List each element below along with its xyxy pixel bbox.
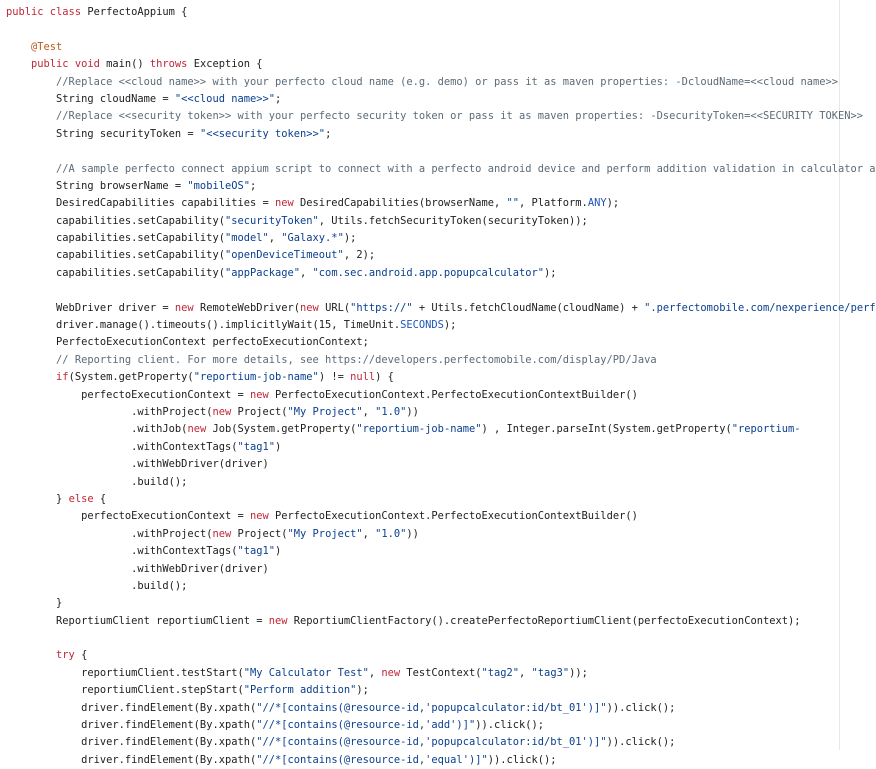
- code-line[interactable]: [6, 334, 876, 351]
- code-token-ident: .build();: [131, 475, 188, 488]
- code-token-cmt: // Reporting client. For more details, see https://developers.perfectomobile.com/display/PD/Java: [56, 353, 657, 366]
- code-token-str: "com.sec.android.app.popupcalculator": [312, 266, 545, 279]
- code-token-ident: {: [99, 492, 107, 505]
- code-line[interactable]: [6, 74, 876, 91]
- indent: [6, 215, 56, 227]
- code-token-str: "reportium-job-name": [193, 371, 319, 384]
- code-line[interactable]: [6, 247, 876, 264]
- code-token-str: "appPackage": [224, 266, 301, 279]
- code-line[interactable]: [6, 265, 876, 282]
- code-token-ident: {: [81, 649, 88, 662]
- code-token-ident: Job(System.getProperty(: [212, 423, 357, 436]
- indent: [6, 197, 56, 209]
- indent: [6, 423, 131, 435]
- code-token-ident: , 2);: [343, 249, 376, 262]
- code-line[interactable]: [6, 317, 876, 334]
- code-token-ident: driver.findElement(By.xpath(: [81, 753, 257, 766]
- indent: [6, 41, 31, 53]
- code-token-str: "reportium-job-name": [356, 423, 482, 436]
- code-line[interactable]: [6, 717, 876, 734]
- indent: [6, 649, 56, 661]
- indent: [6, 163, 56, 175]
- code-token-ident: DesiredCapabilities capabilities =: [56, 197, 275, 210]
- code-token-ann: @Test: [31, 40, 63, 53]
- code-token-str: "My Project": [287, 527, 363, 540]
- code-token-kw: new: [187, 423, 213, 436]
- code-token-ident: ) {: [375, 371, 394, 384]
- code-token-str: "tag1": [237, 440, 276, 453]
- code-token-ident: ): [275, 440, 282, 453]
- code-token-ident: .withProject(: [131, 405, 213, 418]
- code-token-str: "//*[contains(@resource-id,'popupcalculator:id/bt_01')]": [256, 701, 607, 714]
- code-token-kw: new: [300, 301, 326, 314]
- code-token-ident: ;: [325, 127, 332, 140]
- code-token-kw: new: [212, 405, 238, 418]
- code-token-ident: URL(: [325, 301, 351, 314]
- code-token-ident: );: [606, 197, 620, 210]
- code-token-cmt: //A sample perfecto connect appium script to connect with a perfecto android device and perform addition validation in calculator a: [56, 162, 876, 175]
- code-token-kw: if: [56, 371, 69, 384]
- code-token-ident: ,: [368, 666, 382, 679]
- code-token-ident: .withContextTags(: [131, 545, 238, 558]
- indent: [6, 406, 131, 418]
- code-token-kw: new: [381, 666, 407, 679]
- code-token-str: "https://": [350, 301, 413, 314]
- code-token-ident: capabilities.setCapability(: [56, 232, 225, 245]
- code-token-str: "tag2": [481, 666, 520, 679]
- code-token-ident: PerfectoExecutionContext.PerfectoExecutionContextBuilder(): [275, 388, 638, 401]
- indent: [6, 458, 131, 470]
- indent: [6, 545, 131, 557]
- code-token-ident: )).click();: [606, 701, 676, 714]
- indent: [6, 736, 81, 748]
- code-token-ident: TestContext(: [406, 666, 482, 679]
- code-token-ident: WebDriver driver =: [56, 301, 175, 314]
- code-line[interactable]: [6, 143, 876, 160]
- code-line[interactable]: [6, 91, 876, 108]
- code-token-ident: .withContextTags(: [131, 440, 238, 453]
- code-token-ident: driver.findElement(By.xpath(: [81, 719, 257, 732]
- code-token-kw: public void: [31, 58, 107, 71]
- code-token-ident: )).click();: [606, 736, 676, 749]
- indent: [6, 76, 56, 88]
- code-token-str: "openDeviceTimeout": [224, 249, 344, 262]
- code-token-cmt: //Replace <<cloud name>> with your perfecto cloud name (e.g. demo) or pass it as maven properties: -DcloudName=<<cloud name>>: [56, 75, 839, 88]
- code-line[interactable]: [6, 734, 876, 751]
- indent: [6, 702, 81, 714]
- code-token-ident: ;: [249, 179, 257, 192]
- indent: [6, 93, 56, 105]
- code-token-str: "//*[contains(@resource-id,'add')]": [256, 719, 476, 732]
- code-token-kw: new: [249, 388, 276, 401]
- code-token-ident: DesiredCapabilities(browserName,: [300, 197, 507, 210]
- code-line[interactable]: [6, 108, 876, 125]
- code-token-ident: }: [56, 492, 69, 505]
- code-token-kw: new: [212, 527, 238, 540]
- code-token-kw: try: [56, 649, 82, 662]
- code-line[interactable]: [6, 543, 876, 560]
- code-token-ident: ,: [362, 405, 376, 418]
- code-line[interactable]: [6, 578, 876, 595]
- code-token-str: "mobileOS": [187, 179, 250, 192]
- code-token-kw: null: [350, 371, 376, 384]
- code-token-cmt: //Replace <<security token>> with your perfecto security token or pass it as maven properties: -DsecurityToken=<<SECURITY TOKEN>>: [56, 110, 864, 123]
- code-line[interactable]: [6, 178, 876, 195]
- code-token-ident: Project(: [237, 405, 288, 418]
- code-token-ident: reportiumClient.testStart(: [81, 666, 244, 679]
- code-token-str: "1.0": [375, 527, 407, 540]
- code-token-const: SECONDS: [400, 319, 444, 332]
- code-token-ident: String securityToken =: [56, 127, 200, 140]
- code-token-str: "<<security token>>": [199, 127, 326, 140]
- code-token-kw: new: [174, 301, 200, 314]
- code-token-ident: ReportiumClientFactory().createPerfectoReportiumClient(perfectoExecutionContext);: [293, 614, 801, 627]
- code-token-ident: PerfectoExecutionContext.PerfectoExecutionContextBuilder(): [275, 510, 638, 523]
- indent: [6, 371, 56, 383]
- code-token-ident: Exception {: [193, 58, 263, 71]
- code-token-str: "Galaxy.*": [281, 232, 344, 245]
- code-token-kw: new: [268, 614, 294, 627]
- code-token-ident: ) , Integer.parseInt(System.getProperty(: [481, 423, 732, 436]
- indent: [6, 128, 56, 140]
- code-line[interactable]: [6, 474, 876, 491]
- code-line[interactable]: [6, 752, 876, 769]
- code-line[interactable]: [6, 352, 876, 369]
- code-token-ident: ,: [268, 232, 282, 245]
- indent: [6, 441, 131, 453]
- code-token-ident: ,: [362, 527, 376, 540]
- code-text[interactable]: [6, 4, 876, 769]
- code-token-str: "My Calculator Test": [243, 666, 369, 679]
- code-token-str: "My Project": [287, 405, 363, 418]
- code-token-str: "model": [224, 232, 269, 245]
- code-token-ident: .withWebDriver(driver): [131, 562, 269, 575]
- code-token-ident: reportiumClient.stepStart(: [81, 684, 244, 697]
- code-line[interactable]: [6, 161, 876, 178]
- code-token-str: "reportium-: [731, 423, 801, 436]
- code-line[interactable]: [6, 630, 876, 647]
- code-token-ident: ,: [519, 666, 532, 679]
- code-line[interactable]: [6, 647, 876, 664]
- code-token-ident: .withJob(: [131, 423, 188, 436]
- code-token-ident: )).click();: [475, 719, 545, 732]
- code-token-ident: .withProject(: [131, 527, 213, 540]
- code-token-kw: new: [275, 197, 301, 210]
- indent: [6, 528, 131, 540]
- code-token-ident: main(): [106, 58, 150, 71]
- code-line[interactable]: [6, 613, 876, 630]
- code-token-ident: PerfectoExecutionContext perfectoExecutionContext;: [56, 336, 369, 349]
- code-token-ident: );: [343, 232, 357, 245]
- code-line[interactable]: [6, 4, 876, 21]
- code-line[interactable]: [6, 491, 876, 508]
- code-line[interactable]: [6, 700, 876, 717]
- code-line[interactable]: [6, 682, 876, 699]
- indent: [6, 684, 81, 696]
- indent: [6, 232, 56, 244]
- code-token-str: "<<cloud name>>": [174, 92, 275, 105]
- code-token-ident: ;: [275, 92, 282, 105]
- code-token-ident: ,: [300, 266, 313, 279]
- code-line[interactable]: [6, 595, 876, 612]
- code-line[interactable]: [6, 282, 876, 299]
- code-token-ident: perfectoExecutionContext =: [81, 388, 250, 401]
- indent: [6, 267, 56, 279]
- code-line[interactable]: [6, 439, 876, 456]
- code-line[interactable]: [6, 21, 876, 38]
- code-line[interactable]: [6, 421, 876, 438]
- indent: [6, 249, 56, 261]
- code-token-ident: capabilities.setCapability(: [56, 214, 225, 227]
- code-token-ident: );: [356, 684, 369, 697]
- code-token-str: "1.0": [375, 405, 407, 418]
- code-token-ident: Project(: [237, 527, 288, 540]
- code-token-ident: .withWebDriver(driver): [131, 458, 269, 471]
- code-token-str: "Perform addition": [243, 684, 357, 697]
- code-token-str: "//*[contains(@resource-id,'equal')]": [256, 753, 488, 766]
- code-line[interactable]: [6, 56, 876, 73]
- code-line[interactable]: [6, 126, 876, 143]
- code-token-ident: ));: [569, 666, 588, 679]
- code-token-ident: + Utils.fetchCloudName(cloudName) +: [412, 301, 645, 314]
- code-token-kw: new: [249, 510, 276, 523]
- code-line[interactable]: [6, 39, 876, 56]
- code-token-str: "tag1": [237, 545, 276, 558]
- indent: [6, 597, 56, 609]
- code-token-ident: )): [406, 405, 419, 418]
- indent: [6, 354, 56, 366]
- indent: [6, 319, 56, 331]
- code-token-ident: String browserName =: [56, 179, 188, 192]
- code-token-ident: capabilities.setCapability(: [56, 249, 225, 262]
- indent: [6, 493, 56, 505]
- code-line[interactable]: [6, 404, 876, 421]
- code-token-ident: ReportiumClient reportiumClient =: [56, 614, 269, 627]
- code-token-kw: public class: [6, 6, 88, 18]
- code-token-ident: perfectoExecutionContext =: [81, 510, 250, 523]
- indent: [6, 110, 56, 122]
- indent: [6, 563, 131, 575]
- code-line[interactable]: [6, 369, 876, 386]
- code-token-ident: )).click();: [487, 753, 557, 766]
- code-line[interactable]: [6, 508, 876, 525]
- code-token-str: "//*[contains(@resource-id,'popupcalculator:id/bt_01')]": [256, 736, 607, 749]
- code-token-const: ANY: [587, 197, 607, 210]
- code-line[interactable]: [6, 665, 876, 682]
- code-token-ident: );: [544, 266, 557, 279]
- code-token-ident: , Utils.fetchSecurityToken(securityToken));: [318, 214, 588, 227]
- code-line[interactable]: [6, 526, 876, 543]
- code-line[interactable]: [6, 561, 876, 578]
- code-token-ident: )): [406, 527, 419, 540]
- indent: [6, 754, 81, 766]
- code-token-ident: capabilities.setCapability(: [56, 266, 225, 279]
- code-token-ident: driver.findElement(By.xpath(: [81, 736, 257, 749]
- code-token-ident: driver.manage().timeouts().implicitlyWait(15, TimeUnit.: [56, 319, 401, 332]
- indent: [6, 719, 81, 731]
- code-token-str: "tag3": [531, 666, 570, 679]
- code-token-ident: String cloudName =: [56, 92, 175, 105]
- code-token-ident: ) !=: [318, 371, 351, 384]
- indent: [6, 615, 56, 627]
- indent: [6, 580, 131, 592]
- code-token-ident: );: [443, 319, 457, 332]
- code-token-ident: ): [275, 545, 282, 558]
- indent: [6, 58, 31, 70]
- indent: [6, 180, 56, 192]
- code-token-ident: driver.findElement(By.xpath(: [81, 701, 257, 714]
- code-line[interactable]: [6, 456, 876, 473]
- indent: [6, 302, 56, 314]
- code-line[interactable]: [6, 213, 876, 230]
- code-line[interactable]: [6, 387, 876, 404]
- code-line[interactable]: [6, 195, 876, 212]
- code-line[interactable]: [6, 300, 876, 317]
- indent: [6, 336, 56, 348]
- code-token-ident: }: [56, 597, 63, 610]
- indent: [6, 667, 81, 679]
- code-token-ident: .build();: [131, 579, 188, 592]
- code-token-ident: (System.getProperty(: [68, 371, 194, 384]
- code-token-ident: PerfectoAppium {: [87, 6, 188, 18]
- code-line[interactable]: [6, 230, 876, 247]
- code-token-ident: RemoteWebDriver(: [199, 301, 301, 314]
- indent: [6, 476, 131, 488]
- code-token-kw: throws: [149, 58, 194, 71]
- indent: [6, 389, 81, 401]
- code-token-ident: , Platform.: [519, 197, 588, 210]
- indent: [6, 510, 81, 522]
- code-token-kw: else: [68, 492, 100, 505]
- code-token-str: "securityToken": [224, 214, 319, 227]
- code-token-str: "": [506, 197, 519, 210]
- code-token-str: ".perfectomobile.com/nexperience/perf: [644, 301, 876, 314]
